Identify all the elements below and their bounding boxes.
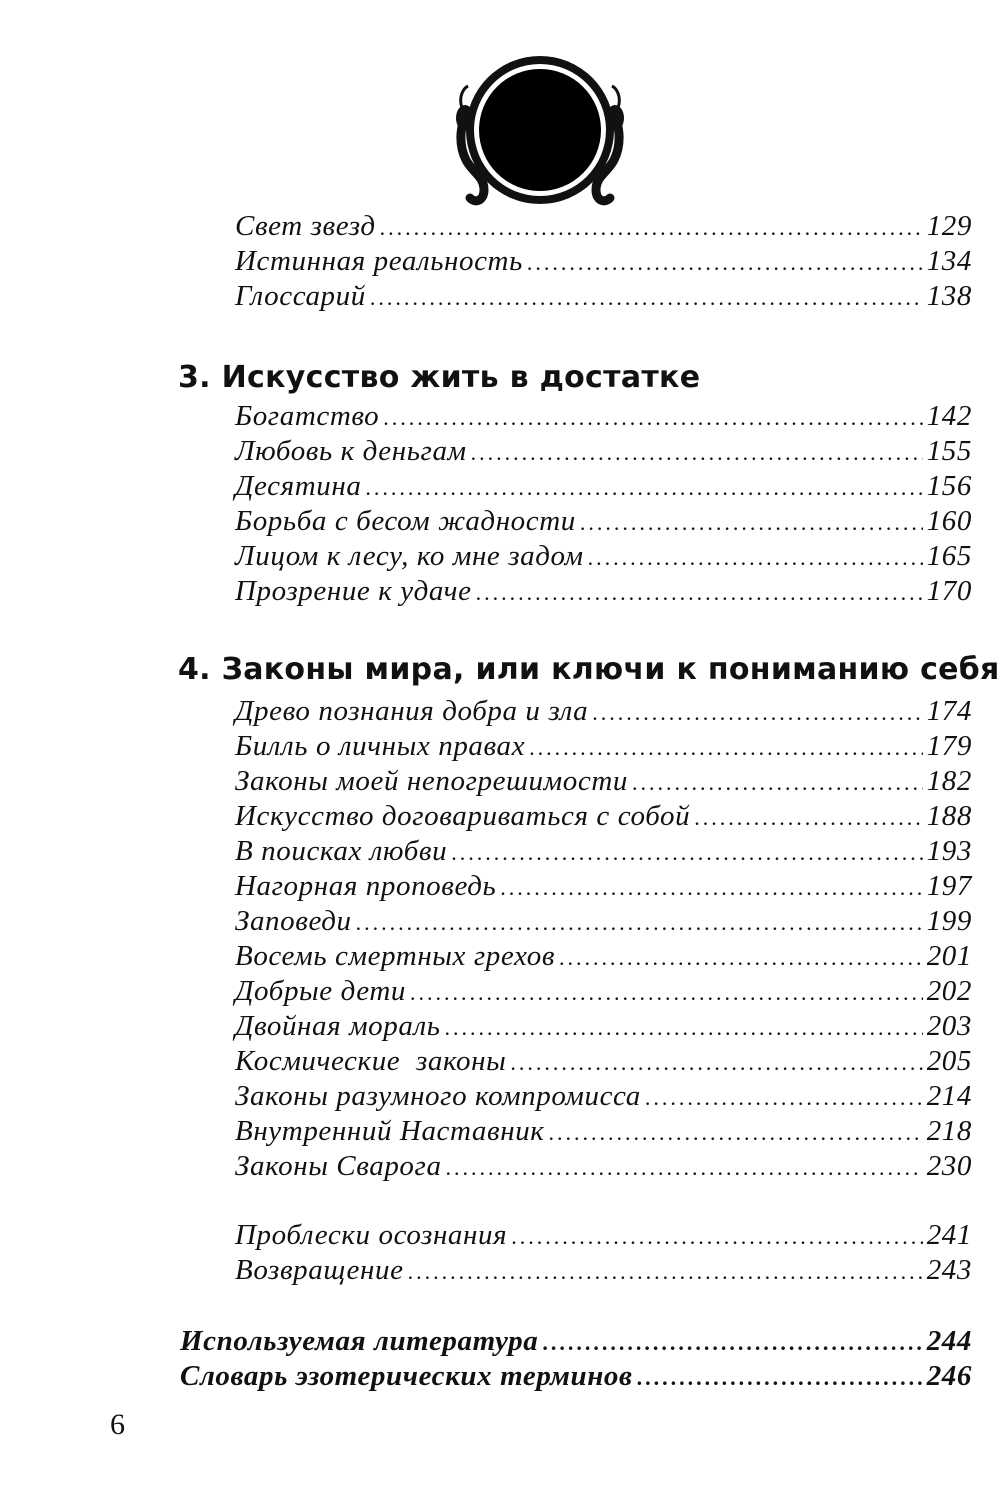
leader-dots [588,545,923,571]
section-heading: 3. Искусство жить в достатке [178,360,701,395]
leader-dots [632,770,923,796]
leader-dots [408,1259,923,1285]
toc-entry[interactable] [235,505,972,538]
toc-entry-title: Нагорная проповедь [235,870,497,902]
toc-entry[interactable] [235,800,972,833]
leader-dots [645,1085,923,1111]
toc-entry-page: 174 [926,695,972,727]
toc-entry[interactable] [235,435,972,468]
leader-dots [380,215,923,241]
leader-dots [580,510,923,536]
toc-entry-page: 193 [926,835,972,867]
leader-dots [446,1155,923,1181]
leader-dots [365,475,922,501]
toc-entry-title: Восемь смертных грехов [235,940,556,972]
toc-entry-page: 214 [926,1080,972,1112]
leader-dots [527,250,923,276]
toc-entry[interactable] [235,470,972,503]
toc-entry-title: Истинная реальность [235,245,523,277]
toc-entry-page: 156 [926,470,972,502]
toc-entry-title: Глоссарий [235,280,366,312]
toc-entry[interactable] [235,1045,972,1078]
leader-dots [370,285,923,311]
toc-entry[interactable] [235,905,972,938]
leader-dots [637,1365,923,1391]
toc-entry-title: Законы моей непогрешимости [235,765,628,797]
leader-dots [542,1330,922,1356]
toc-entry-title: Борьба с бесом жадности [235,505,576,537]
toc-entry-title: Законы Сварога [235,1150,442,1182]
toc-entry[interactable] [235,1219,972,1252]
leader-dots [548,1120,922,1146]
toc-entry-page: 202 [926,975,972,1007]
leader-dots [529,735,923,761]
leader-dots [445,1015,923,1041]
toc-entry[interactable] [235,540,972,573]
leader-dots [500,875,922,901]
toc-entry-title: Добрые дети [235,975,406,1007]
circle-with-serpents-ornament-icon [440,52,640,212]
toc-entry-title: Десятина [235,470,362,502]
toc-entry[interactable] [235,210,972,243]
toc-entry[interactable] [235,575,972,608]
toc-entry-title: Лицом к лесу, ко мне задом [235,540,584,572]
toc-entry-page: 243 [926,1254,972,1286]
toc-entry-page: 218 [926,1115,972,1147]
toc-entry-page: 203 [926,1010,972,1042]
toc-entry-title: Проблески осознания [235,1219,508,1251]
toc-entry[interactable] [180,1325,972,1358]
toc-entry[interactable] [235,940,972,973]
section-heading: 4. Законы мира, или ключи к пониманию себя [178,652,1000,687]
leader-dots [471,440,923,466]
toc-entry-page: 230 [926,1150,972,1182]
page-number: 6 [110,1408,125,1441]
toc-entry[interactable] [235,1010,972,1043]
leader-dots [356,910,923,936]
toc-entry-page: 205 [926,1045,972,1077]
toc-entry-title: Богатство [235,400,380,432]
leader-dots [410,980,923,1006]
toc-entry-title: Древо познания добра и зла [235,695,589,727]
toc-entry-title: Свет звезд [235,210,376,242]
toc-entry-page: 170 [926,575,972,607]
toc-entry-title: Используемая литература [180,1325,539,1357]
toc-entry-title: Словарь эзотерических терминов [180,1360,633,1392]
toc-entry-page: 142 [926,400,972,432]
toc-entry[interactable] [235,1080,972,1113]
toc-entry[interactable] [235,870,972,903]
toc-entry-page: 160 [926,505,972,537]
toc-entry-title: Искусство договариваться с собой [235,800,691,832]
toc-entry[interactable] [235,245,972,278]
toc-entry[interactable] [235,1254,972,1287]
toc-entry-page: 197 [926,870,972,902]
toc-entry-page: 129 [926,210,972,242]
leader-dots [510,1050,922,1076]
toc-entry[interactable] [235,730,972,763]
leader-dots [511,1224,922,1250]
leader-dots [476,580,923,606]
toc-entry[interactable] [235,975,972,1008]
toc-entry-page: 155 [926,435,972,467]
toc-entry-page: 134 [926,245,972,277]
toc-entry-page: 201 [926,940,972,972]
toc-entry-title: Двойная мораль [235,1010,441,1042]
toc-entry-title: Законы разумного компромисса [235,1080,641,1112]
toc-entry[interactable] [235,400,972,433]
toc-entry[interactable] [235,695,972,728]
toc-entry-title: Внутренний Наставник [235,1115,545,1147]
toc-entry[interactable] [235,765,972,798]
toc-entry[interactable] [235,280,972,313]
toc-entry-title: Прозрение к удаче [235,575,472,607]
leader-dots [451,840,923,866]
toc-entry-title: Возвращение [235,1254,404,1286]
toc-entry-page: 246 [926,1360,972,1392]
leader-dots [694,805,922,831]
toc-entry-title: Любовь к деньгам [235,435,467,467]
toc-entry-title: Заповеди [235,905,352,937]
toc-entry-page: 179 [926,730,972,762]
toc-entry[interactable] [180,1360,972,1393]
leader-dots [592,700,922,726]
toc-entry-title: Билль о личных правах [235,730,526,762]
toc-entry-page: 138 [926,280,972,312]
toc-entry[interactable] [235,1115,972,1148]
toc-entry-page: 241 [926,1219,972,1251]
leader-dots [559,945,923,971]
toc-entry[interactable] [235,1150,972,1183]
leader-dots [383,405,922,431]
toc-entry[interactable] [235,835,972,868]
toc-entry-page: 182 [926,765,972,797]
toc-entry-page: 244 [926,1325,972,1357]
toc-entry-page: 199 [926,905,972,937]
toc-entry-page: 165 [926,540,972,572]
toc-entry-title: В поисках любви [235,835,448,867]
toc-entry-title: Космические законы [235,1045,507,1077]
toc-entry-page: 188 [926,800,972,832]
